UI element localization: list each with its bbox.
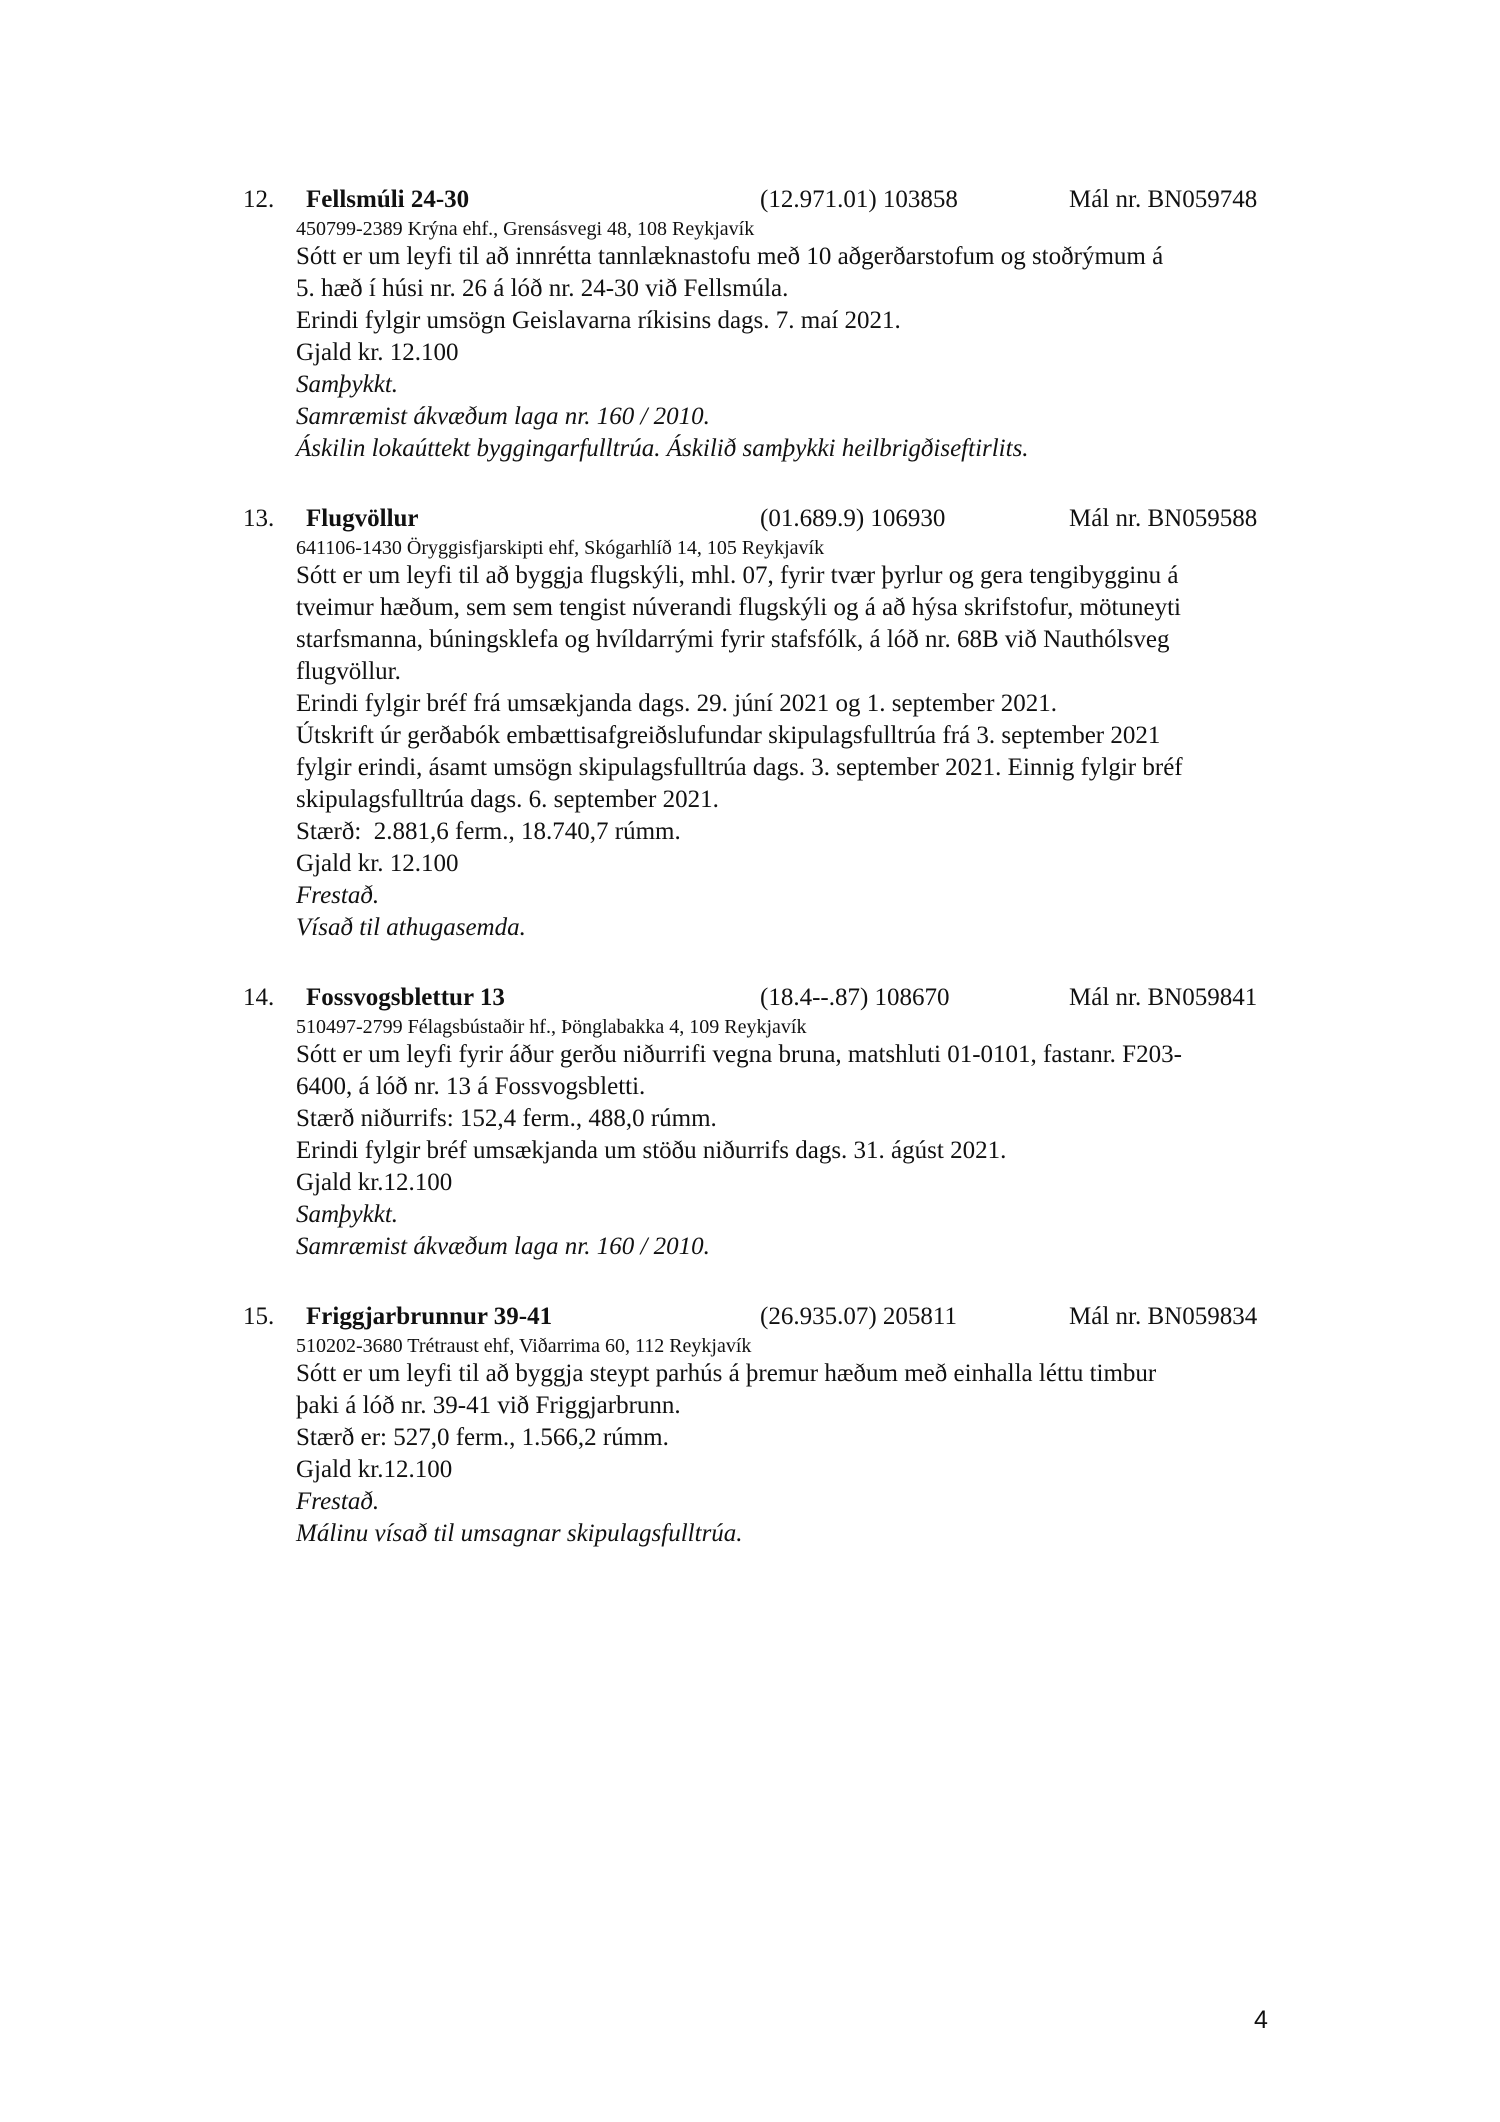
case-land-number: (18.4--.87) 108670 bbox=[760, 984, 950, 1011]
case-file-number: Mál nr. BN059834 bbox=[1069, 1303, 1258, 1330]
case-note: Málinu vísað til umsagnar skipulagsfulltrúa. bbox=[296, 1520, 743, 1547]
case-address: Flugvöllur bbox=[306, 505, 419, 532]
case-entry-15 bbox=[0, 1300, 1500, 1550]
case-text-line: tveimur hæðum, sem sem tengist núverandi flugskýli og á að hýsa skrifstofur, mötuneyti bbox=[296, 594, 1181, 621]
case-text-line: 6400, á lóð nr. 13 á Fossvogsbletti. bbox=[296, 1073, 646, 1100]
case-text-line: flugvöllur. bbox=[296, 658, 401, 685]
case-decision: Samþykkt. bbox=[296, 371, 399, 398]
case-entry-14 bbox=[0, 981, 1500, 1263]
case-land-number: (12.971.01) 103858 bbox=[760, 186, 958, 213]
case-text-line: fylgir erindi, ásamt umsögn skipulagsfulltrúa dags. 3. september 2021. Einnig fylgir bréf bbox=[296, 754, 1183, 781]
case-body bbox=[296, 1358, 1286, 1550]
case-text-line: Útskrift úr gerðabók embættisafgreiðslufundar skipulagsfulltrúa frá 3. september 2021 bbox=[296, 722, 1161, 749]
case-address: Fossvogsblettur 13 bbox=[306, 984, 505, 1011]
case-text-line: skipulagsfulltrúa dags. 6. september 2021. bbox=[296, 786, 719, 813]
case-applicant: 641106-1430 Öryggisfjarskipti ehf, Skógarhlíð 14, 105 Reykjavík bbox=[296, 537, 825, 559]
case-file-number: Mál nr. BN059588 bbox=[1069, 505, 1258, 532]
case-header bbox=[0, 183, 1500, 217]
case-body bbox=[296, 241, 1286, 465]
case-decision: Frestað. bbox=[296, 1488, 380, 1515]
case-note: Samræmist ákvæðum laga nr. 160 / 2010. bbox=[296, 403, 710, 430]
case-land-number: (01.689.9) 106930 bbox=[760, 505, 946, 532]
case-applicant: 510497-2799 Félagsbústaðir hf., Þönglabakka 4, 109 Reykjavík bbox=[296, 1016, 807, 1038]
case-file-number: Mál nr. BN059748 bbox=[1069, 186, 1258, 213]
case-fee-line: Gjald kr. 12.100 bbox=[296, 339, 459, 366]
case-number: 12. bbox=[243, 186, 275, 213]
case-body bbox=[296, 560, 1286, 944]
case-text-line: Erindi fylgir umsögn Geislavarna ríkisins dags. 7. maí 2021. bbox=[296, 307, 901, 334]
case-body bbox=[296, 1039, 1286, 1263]
case-header bbox=[0, 981, 1500, 1015]
case-land-number: (26.935.07) 205811 bbox=[760, 1303, 957, 1330]
case-text-line: Sótt er um leyfi til að innrétta tannlæknastofu með 10 aðgerðarstofum og stoðrýmum á bbox=[296, 243, 1164, 270]
case-fee-line: Gjald kr.12.100 bbox=[296, 1169, 453, 1196]
case-note: Vísað til athugasemda. bbox=[296, 914, 526, 941]
case-text-line: 5. hæð í húsi nr. 26 á lóð nr. 24-30 við Fellsmúla. bbox=[296, 275, 789, 302]
case-fee-line: Gjald kr.12.100 bbox=[296, 1456, 453, 1483]
case-number: 15. bbox=[243, 1303, 275, 1330]
case-address: Fellsmúli 24-30 bbox=[306, 186, 470, 213]
case-text-line: Erindi fylgir bréf frá umsækjanda dags. 29. júní 2021 og 1. september 2021. bbox=[296, 690, 1057, 717]
case-note: Áskilin lokaúttekt byggingarfulltrúa. Áskilið samþykki heilbrigðiseftirlits. bbox=[296, 435, 1029, 462]
case-decision: Frestað. bbox=[296, 882, 380, 909]
case-fee-line: Gjald kr. 12.100 bbox=[296, 850, 459, 877]
case-file-number: Mál nr. BN059841 bbox=[1069, 984, 1258, 1011]
case-text-line: Erindi fylgir bréf umsækjanda um stöðu niðurrifs dags. 31. ágúst 2021. bbox=[296, 1137, 1007, 1164]
case-text-line: Sótt er um leyfi til að byggja flugskýli, mhl. 07, fyrir tvær þyrlur og gera tengibygginu á bbox=[296, 562, 1179, 589]
case-text-line: þaki á lóð nr. 39-41 við Friggjarbrunn. bbox=[296, 1392, 681, 1419]
case-number: 14. bbox=[243, 984, 275, 1011]
case-applicant: 510202-3680 Trétraust ehf, Viðarrima 60, 112 Reykjavík bbox=[296, 1335, 752, 1357]
case-text-line: Sótt er um leyfi fyrir áður gerðu niðurrifi vegna bruna, matshluti 01-0101, fastanr. F203- bbox=[296, 1041, 1182, 1068]
case-text-line: Sótt er um leyfi til að byggja steypt parhús á þremur hæðum með einhalla léttu timbur bbox=[296, 1360, 1157, 1387]
case-entry-13 bbox=[0, 502, 1500, 944]
case-decision: Samþykkt. bbox=[296, 1201, 399, 1228]
case-size-line: Stærð: 2.881,6 ferm., 18.740,7 rúmm. bbox=[296, 818, 681, 845]
case-applicant: 450799-2389 Krýna ehf., Grensásvegi 48, 108 Reykjavík bbox=[296, 218, 755, 240]
case-entry-12 bbox=[0, 183, 1500, 465]
case-number: 13. bbox=[243, 505, 275, 532]
case-size-line: Stærð er: 527,0 ferm., 1.566,2 rúmm. bbox=[296, 1424, 669, 1451]
case-note: Samræmist ákvæðum laga nr. 160 / 2010. bbox=[296, 1233, 710, 1260]
case-size-line: Stærð niðurrifs: 152,4 ferm., 488,0 rúmm. bbox=[296, 1105, 717, 1132]
page-number: 4 bbox=[1254, 2006, 1268, 2034]
case-header bbox=[0, 502, 1500, 536]
case-address: Friggjarbrunnur 39-41 bbox=[306, 1303, 553, 1330]
case-text-line: starfsmanna, búningsklefa og hvíldarrými fyrir stafsfólk, á lóð nr. 68B við Nauthólsveg bbox=[296, 626, 1170, 653]
case-header bbox=[0, 1300, 1500, 1334]
